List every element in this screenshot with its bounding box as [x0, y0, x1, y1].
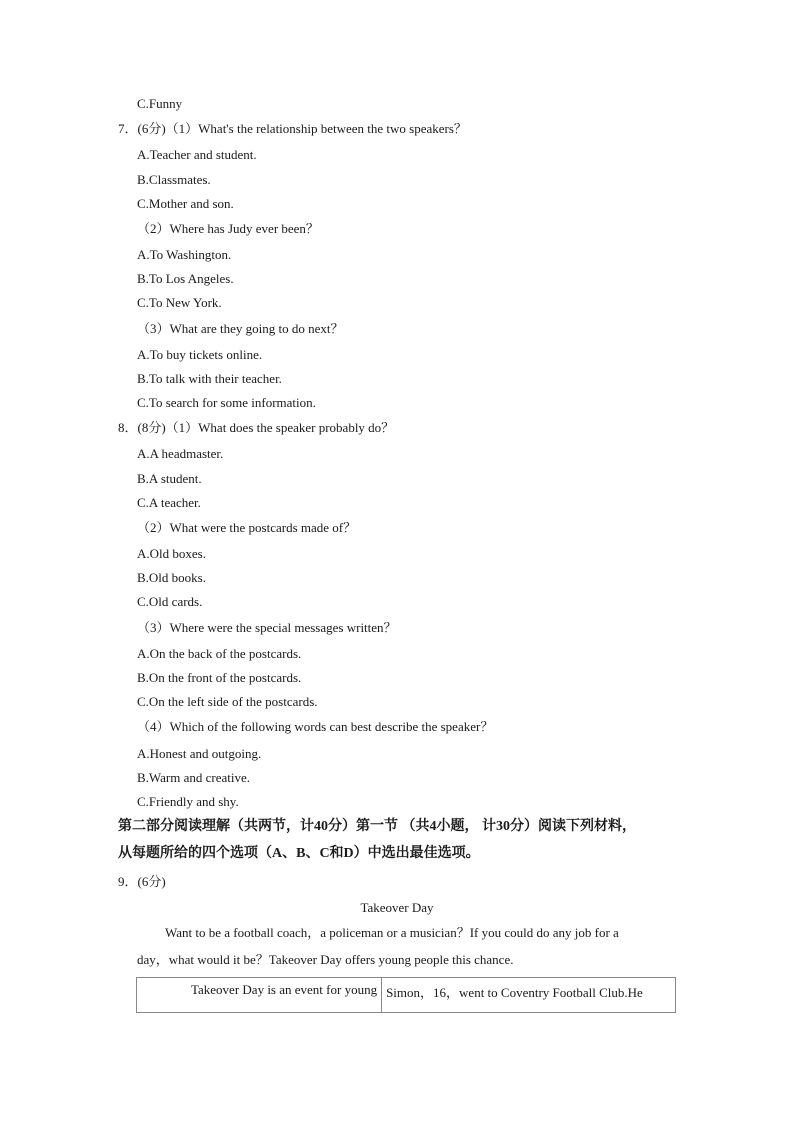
option-b: B.On the front of the postcards.	[137, 670, 302, 685]
passage-paragraph: Want to be a football coach，a policeman or a musician？If you could do any job for a	[165, 925, 619, 940]
option-a: A.Teacher and student.	[137, 147, 257, 162]
passage-table	[136, 977, 676, 1013]
option-c: C.To New York.	[137, 295, 222, 310]
option-c: C.On the left side of the postcards.	[137, 694, 318, 709]
option-c: C.Friendly and shy.	[137, 794, 239, 809]
option-a: A.On the back of the postcards.	[137, 646, 302, 661]
table-row	[137, 978, 676, 1013]
question-7-header: 7．(6分)（1）What's the relationship between the two speakers？	[118, 121, 467, 136]
option-a: A.Honest and outgoing.	[137, 746, 262, 761]
option-c: C.Mother and son.	[137, 196, 234, 211]
passage-paragraph-continued: day，what would it be？Takeover Day offers young people this chance.	[137, 952, 514, 967]
section-heading: 第二部分阅读理解（共两节，计40分）第一节 （共4小题， 计30分）阅读下列材料，	[118, 819, 636, 834]
table-cell: Takeover Day is an event for young	[137, 978, 382, 1013]
option-a: A.To Washington.	[137, 247, 232, 262]
option-c: C.Old cards.	[137, 594, 203, 609]
option-b: B.To talk with their teacher.	[137, 371, 282, 386]
option-b: B.Old books.	[137, 570, 206, 585]
option-a: A.Old boxes.	[137, 546, 206, 561]
question-9-header: 9．(6分)	[118, 874, 166, 889]
sub-question: （2）What were the postcards made of？	[137, 520, 357, 535]
option-b: B.A student.	[137, 471, 202, 486]
option-a: A.To buy tickets online.	[137, 347, 263, 362]
sub-question: （3）What are they going to do next？	[137, 321, 344, 336]
section-instructions: 从每题所给的四个选项（A、B、C和D）中选出最佳选项。	[118, 846, 480, 861]
option-c: C.To search for some information.	[137, 395, 316, 410]
option-a: A.A headmaster.	[137, 446, 224, 461]
sub-question: （4）Which of the following words can best describe the speaker？	[137, 719, 494, 734]
sub-question: （2）Where has Judy ever been？	[137, 221, 319, 236]
sub-question: （3）Where were the special messages written？	[137, 620, 397, 635]
option-c: C.Funny	[137, 96, 183, 111]
question-8-header: 8．(8分)（1）What does the speaker probably do？	[118, 420, 395, 435]
option-b: B.Warm and creative.	[137, 770, 251, 785]
option-b: B.To Los Angeles.	[137, 271, 234, 286]
option-b: B.Classmates.	[137, 172, 211, 187]
table-cell: Simon，16，went to Coventry Football Club.He	[382, 978, 676, 1013]
option-c: C.A teacher.	[137, 495, 201, 510]
passage-title: Takeover Day	[360, 900, 434, 915]
